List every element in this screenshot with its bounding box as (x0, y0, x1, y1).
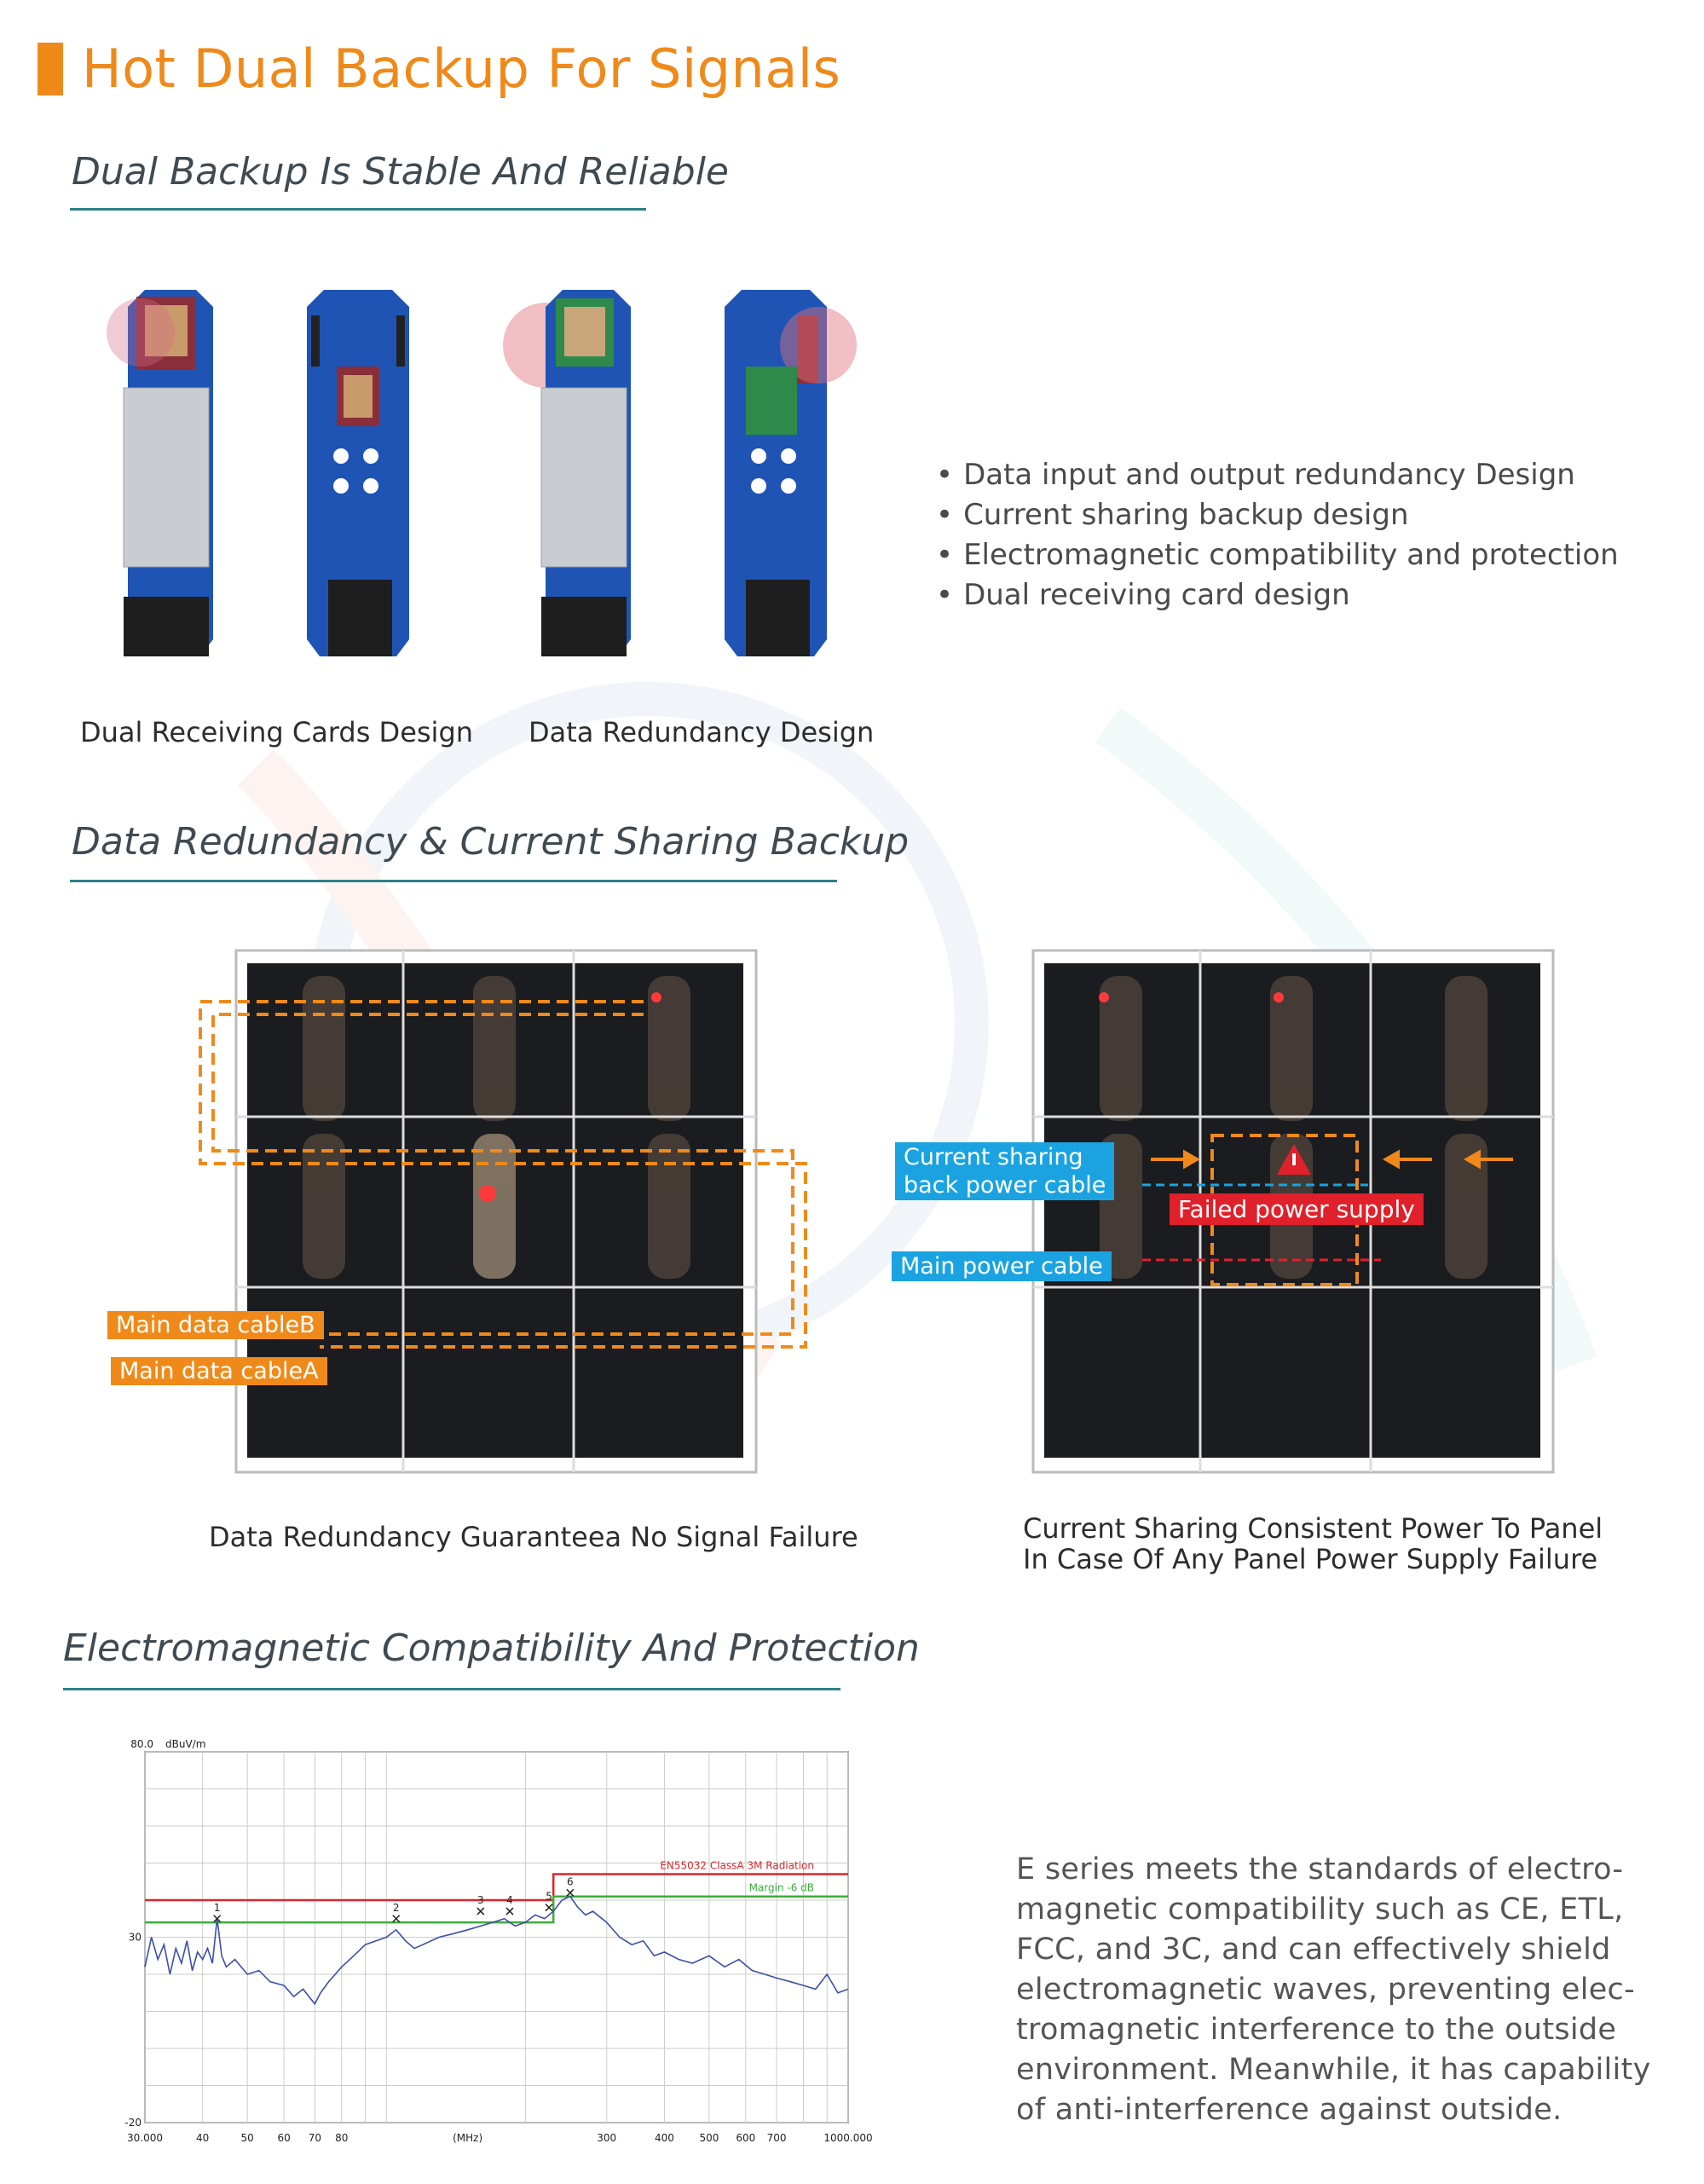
marker-label: 4 (506, 1894, 513, 1907)
y-tick-label: 80.0 (130, 1738, 153, 1750)
chart-x-tick-labels (127, 2132, 873, 2144)
x-tick-label: 50 (240, 2132, 254, 2144)
emc-description-paragraph (1016, 1850, 1651, 2130)
caption-dual-receiving-cards: Dual Receiving Cards Design (80, 716, 474, 748)
marker-label: 6 (567, 1875, 574, 1888)
data-redundancy-panel-illustration (192, 946, 823, 1483)
receiving-card-modules-illustration (102, 281, 869, 673)
label-line: Current sharing (904, 1144, 1083, 1170)
paragraph-line: electromagnetic waves, preventing elec- (1016, 1973, 1636, 2007)
y-tick-label: -20 (124, 2117, 142, 2129)
label-failed-power-supply: Failed power supply (1170, 1193, 1424, 1225)
module-3 (503, 290, 631, 656)
y-tick-label: 30 (128, 1931, 142, 1944)
section-rule (70, 208, 646, 211)
emc-radiation-chart (119, 1735, 878, 2157)
x-tick-label: 300 (597, 2132, 617, 2144)
x-tick-label: 40 (196, 2132, 210, 2144)
marker-label: 1 (213, 1901, 221, 1914)
chart-grid (145, 1752, 848, 2123)
paragraph-line: FCC, and 3C, and can effectively shield (1016, 1933, 1611, 1967)
section-title-dual-backup: Dual Backup Is Stable And Reliable (72, 150, 729, 194)
bullet-item: • Current sharing backup design (936, 495, 1619, 535)
feature-bullet-list (936, 455, 1619, 615)
section-title-data-redundancy: Data Redundancy & Current Sharing Backup (72, 820, 910, 864)
x-tick-label: 500 (699, 2132, 719, 2144)
bullet-item: • Data input and output redundancy Design (936, 455, 1619, 495)
label-main-power-cable: Main power cable (892, 1251, 1112, 1281)
bullet-item: • Dual receiving card design (936, 575, 1619, 615)
label-line: back power cable (904, 1172, 1106, 1199)
y-axis-unit-label: dBuV/m (165, 1738, 206, 1750)
paragraph-line: tromagnetic interference to the outside (1016, 2013, 1617, 2047)
caption-data-redundancy-guarantee: Data Redundancy Guaranteea No Signal Failure (209, 1521, 858, 1553)
limit-line-label: EN55032 ClassA 3M Radiation (660, 1859, 814, 1872)
x-tick-label: 400 (654, 2132, 674, 2144)
section-rule (70, 880, 837, 882)
paragraph-line: magnetic compatibility such as CE, ETL, (1016, 1892, 1624, 1927)
section-rule (63, 1688, 840, 1690)
x-tick-label: 80 (335, 2132, 349, 2144)
marker-label: 3 (477, 1894, 484, 1907)
marker-label: 5 (546, 1890, 552, 1903)
module-4 (725, 290, 857, 656)
paragraph-line: of anti-interference against outside. (1016, 2093, 1562, 2127)
bullet-item: • Electromagnetic compatibility and protection (936, 535, 1619, 575)
caption-data-redundancy: Data Redundancy Design (529, 716, 875, 748)
limit-line-label: Margin -6 dB (748, 1881, 814, 1894)
label-main-data-cable-a: Main data cableA (111, 1357, 327, 1385)
label-main-data-cable-b: Main data cableB (107, 1311, 324, 1339)
x-tick-label: 700 (766, 2132, 787, 2144)
x-tick-label: 30.000 (127, 2132, 163, 2144)
x-tick-label: 60 (277, 2132, 291, 2144)
x-tick-label: (MHz) (453, 2132, 483, 2144)
page-title: Hot Dual Backup For Signals (82, 38, 841, 100)
label-current-sharing-back-power-cable (895, 1142, 1114, 1200)
marker-label: 2 (392, 1901, 400, 1914)
caption-current-sharing-line2: In Case Of Any Panel Power Supply Failure (1023, 1543, 1598, 1575)
x-tick-label: 600 (736, 2132, 756, 2144)
x-tick-label: 1000.000 (823, 2132, 873, 2144)
x-tick-label: 70 (308, 2132, 321, 2144)
module-2 (307, 290, 409, 656)
caption-current-sharing-line1: Current Sharing Consistent Power To Panel (1023, 1512, 1603, 1545)
title-accent-bar (38, 43, 63, 95)
paragraph-line: E series meets the standards of electro- (1016, 1852, 1624, 1886)
module-1 (107, 290, 213, 656)
paragraph-line: environment. Meanwhile, it has capability (1016, 2053, 1651, 2087)
section-title-emc: Electromagnetic Compatibility And Protection (63, 1626, 920, 1670)
